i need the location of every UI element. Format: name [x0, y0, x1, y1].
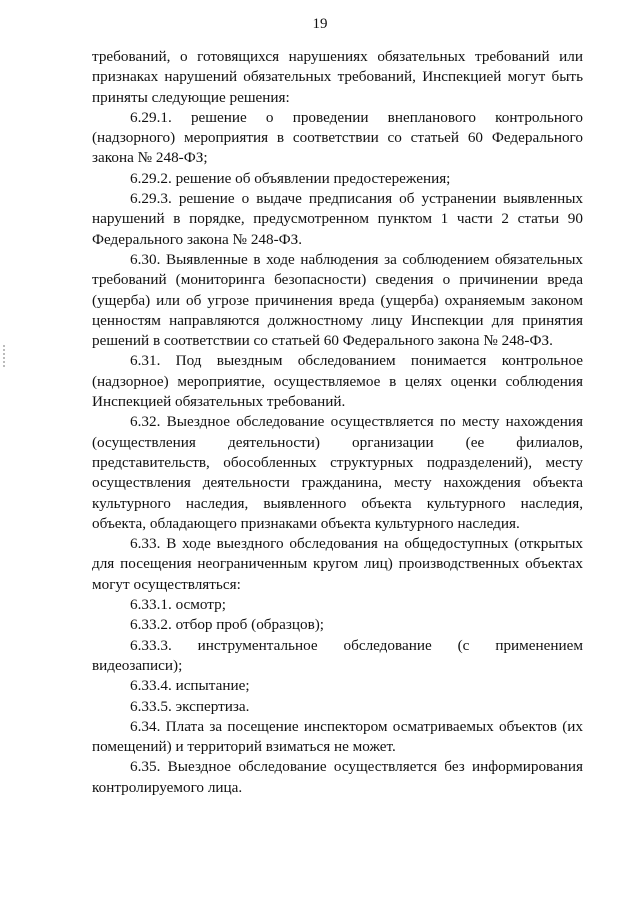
scan-edge-mark	[3, 345, 5, 367]
paragraph-6-34: 6.34. Плата за посещение инспектором осматриваемых объектов (их помещений) и территорий взиматься не может.	[92, 717, 583, 756]
paragraph-6-29-2: 6.29.2. решение об объявлении предостережения;	[130, 169, 451, 187]
paragraph-6-30: 6.30. Выявленные в ходе наблюдения за соблюдением обязательных требований (мониторинга безопасности) сведения о причинении вреда (ущерба) или об угрозе причинения вреда (ущерба) охраняемым законом ценностям направляются должностному лицу Инспекции для принятия решений в соответствии со статьей 60 Федерального закона № 248-ФЗ.	[92, 250, 583, 350]
paragraph-continuation: требований, о готовящихся нарушениях обязательных требований или признаках нарушений обязательных требований, Инспекцией могут быть приняты следующие решения:	[92, 48, 583, 106]
paragraph-6-29-3: 6.29.3. решение о выдаче предписания об устранении выявленных нарушений в порядке, предусмотренном пунктом 1 части 2 статьи 90 Федерального закона № 248-ФЗ.	[92, 190, 583, 248]
paragraph-6-31: 6.31. Под выездным обследованием понимается контрольное (надзорное) мероприятие, осуществляемое в целях оценки соблюдения Инспекцией обязательных требований.	[92, 352, 583, 411]
paragraph-6-33-3: 6.33.3. инструментальное обследование (с применением видеозаписи);	[92, 636, 583, 674]
paragraph-6-32: 6.32. Выездное обследование осуществляется по месту нахождения (осуществления деятельности) организации (ее филиалов, представительств, обособленных структурных подразделений), месту осуществления деятельности гражданина, месту нахождения объекта культурного наследия, выявленного объекта культурного наследия, объекта, обладающего признаками объекта культурного наследия.	[92, 413, 583, 532]
paragraph-6-35: 6.35. Выездное обследование осуществляется без информирования контролируемого лица.	[92, 758, 583, 796]
paragraph-6-33: 6.33. В ходе выездного обследования на общедоступных (открытых для посещения неограниченным кругом лиц) производственных объектах могут осуществляться:	[92, 535, 583, 593]
paragraph-6-33-1: 6.33.1. осмотр;	[130, 596, 226, 614]
paragraph-6-33-4: 6.33.4. испытание;	[130, 677, 250, 695]
paragraph-6-29-1: 6.29.1. решение о проведении внепланового контрольного (надзорного) мероприятия в соответствии со статьей 60 Федерального закона № 248-ФЗ;	[92, 108, 583, 167]
paragraph-6-33-5: 6.33.5. экспертиза.	[130, 697, 250, 715]
page-number: 19	[312, 16, 328, 32]
document-body	[92, 47, 583, 798]
paragraph-6-33-2: 6.33.2. отбор проб (образцов);	[130, 616, 325, 634]
